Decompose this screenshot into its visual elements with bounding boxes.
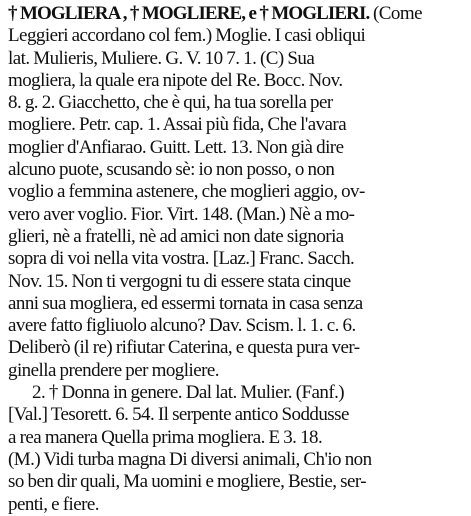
entry-line: Deliberò (il re) rifiutar Caterina, e questa pura ver- xyxy=(8,337,360,359)
sense-2-line: 2. † Donna in genere. Dal lat. Mulier. (Fanf.) xyxy=(32,382,345,404)
entry-line: a rea manera Quella prima mogliera. E 3. 18. xyxy=(8,426,323,448)
entry-line: Nov. 15. Non ti vergogni tu di essere stata cinque xyxy=(8,270,351,292)
entry-line: alcuno puote, scusando sè: io non posso, o non xyxy=(8,159,335,181)
entry-line: 8. g. 2. Giacchetto, che è qui, ha tua sorella per xyxy=(8,92,333,114)
entry-line: voglio a femmina astenere, che moglieri aggio, ov- xyxy=(8,181,365,203)
entry-line: sopra di voi nella vita vostra. [Laz.] Franc. Sacch. xyxy=(8,248,355,270)
entry-line: vero aver voglio. Fior. Virt. 148. (Man.) Nè a mo- xyxy=(8,203,355,225)
entry-line: (M.) Vidi turba magna Di diversi animali, Ch'io non xyxy=(8,448,372,470)
entry-line: lat. Mulieris, Muliere. G. V. 10 7. 1. (C) Sua xyxy=(8,47,315,69)
entry-line: mogliere. Petr. cap. 1. Assai più fida, Che l'avara xyxy=(8,114,347,136)
entry-line: moglier d'Anfiarao. Guitt. Lett. 13. Non già dire xyxy=(8,136,344,158)
entry-line: so ben dir quali, Ma uomini e mogliere, Bestie, ser- xyxy=(8,471,367,493)
entry-line-1 xyxy=(8,3,466,25)
entry-line: Leggieri accordano col fem.) Moglie. I casi obliqui xyxy=(8,25,366,47)
entry-line: avere fatto figliuolo alcuno? Dav. Scism. l. 1. c. 6. xyxy=(8,315,356,337)
headword: † MOGLIERA , † MOGLIERE, e † MOGLIERI. xyxy=(8,3,370,24)
entry-line: mogliera, la quale era nipote del Re. Bocc. Nov. xyxy=(8,69,343,91)
entry-line: penti, e fiere. xyxy=(8,493,99,515)
entry-line: [Val.] Tesorett. 6. 54. Il serpente antico Soddusse xyxy=(8,404,349,426)
entry-line: ginella prendere per mogliere. xyxy=(8,359,219,381)
entry-line: glieri, nè a fratelli, nè ad amici non date signoria xyxy=(8,225,344,247)
entry-line: anni sua mogliera, ed essermi tornata in casa senza xyxy=(8,292,363,314)
dictionary-entry xyxy=(8,3,466,516)
line-text: (Come xyxy=(373,3,422,24)
